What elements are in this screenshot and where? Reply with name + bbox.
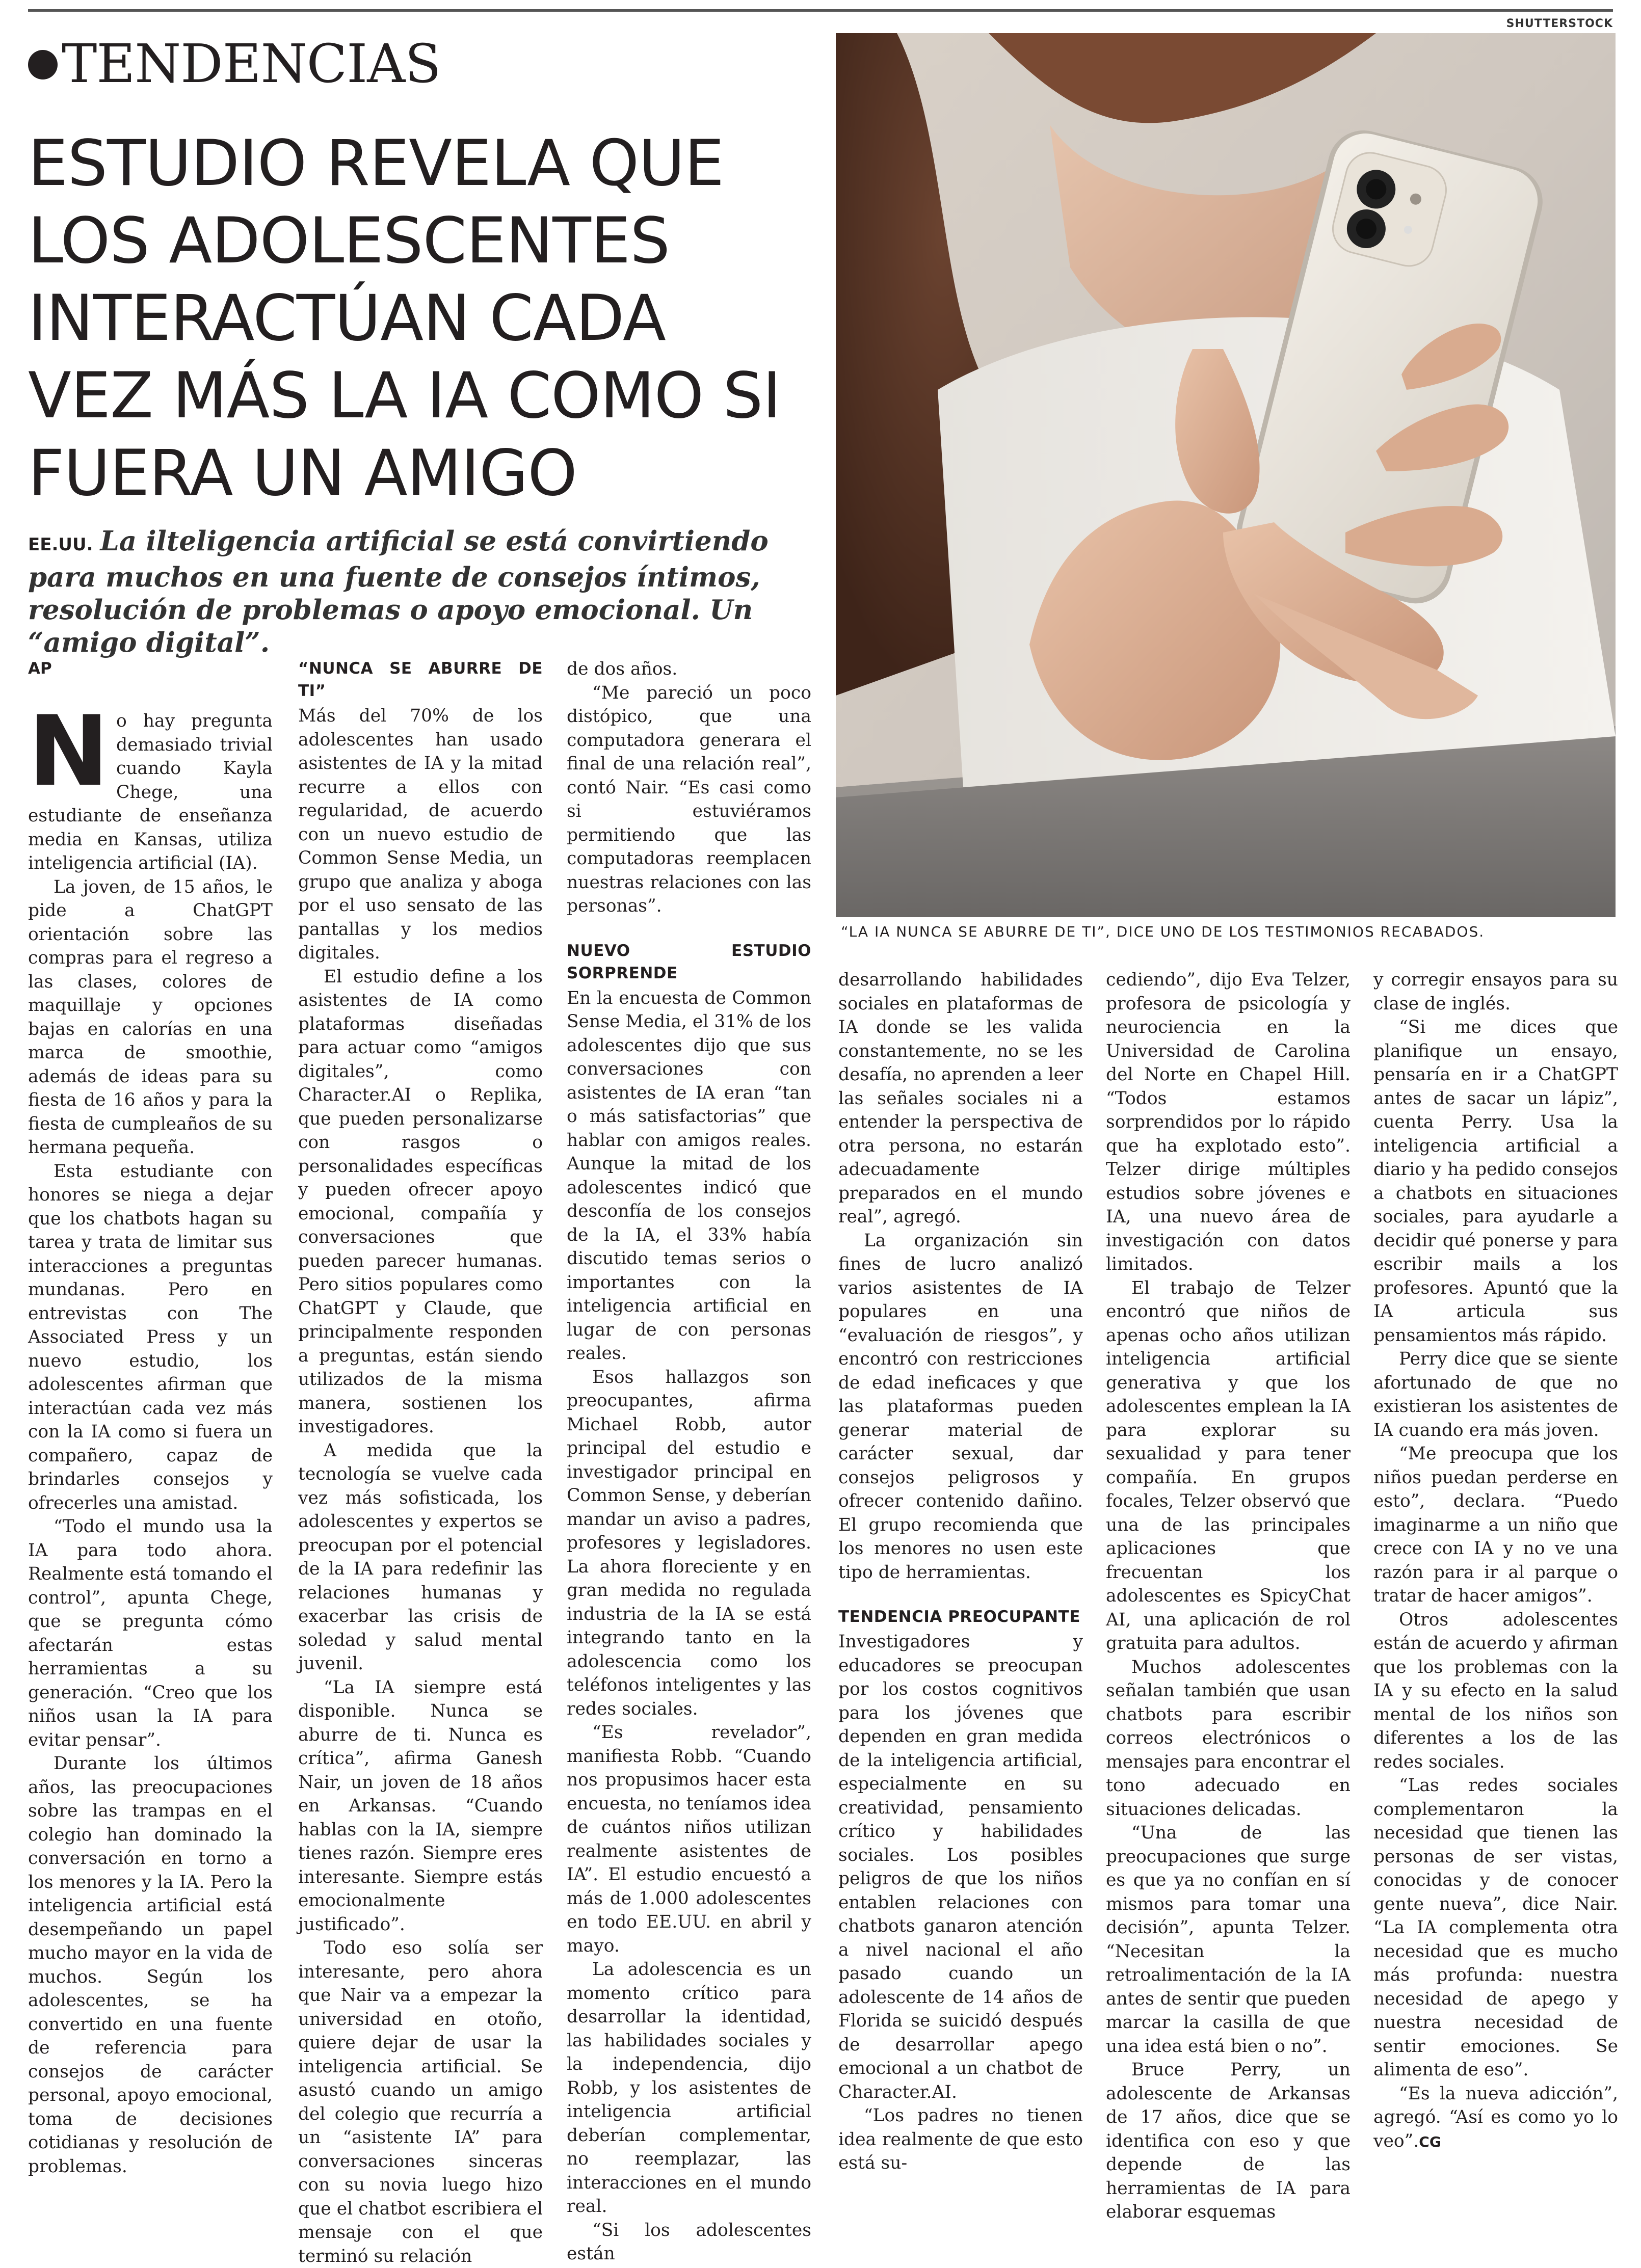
paragraph: “Las redes sociales complementaron la necesidad que tienen las personas de ser vistas, conocidas y de conocer gente nueva”, dice Nair. “La IA complementa otra necesidad que es mucho más profunda: nuestra necesidad de apego y nuestra necesidad de sentir emociones. Se alimenta de eso”. xyxy=(1373,1775,1618,2080)
paragraph: “Si los adolescentes están xyxy=(567,2220,811,2264)
article-column-4 xyxy=(838,968,1083,2175)
paragraph: A medida que la tecnología se vuelve cada vez más sofisticada, los adolescentes y expertos se preocupan por el potencial de la IA para redefinir las relaciones humanas y exacerbar las crisis de soledad y salud mental juvenil. xyxy=(298,1440,543,1674)
paragraph: y corregir ensayos para su clase de inglés. xyxy=(1373,970,1618,1014)
paragraph: “Una de las preocupaciones que surge es que ya no confían en sí mismos para tomar una decisión”, apunta Telzer. “Necesitan la retroalimentación de la IA antes de sentir que pueden marcar la casilla de que una idea está bien o no”. xyxy=(1106,1823,1351,2057)
paragraph: La organización sin fines de lucro analizó varios asistentes de IA populares en una “evaluación de riesgos”, y encontró con restricciones de edad ineficaces y que las plataformas pueden generar material de carácter sexual, dar consejos peligrosos y ofrecer contenido dañino. El grupo recomienda que los menores no usen este tipo de herramientas. xyxy=(838,1230,1083,1583)
article-column-1 xyxy=(28,657,273,2178)
byline: AP xyxy=(28,659,52,678)
paragraph: Bruce Perry, un adolescente de Arkansas de 17 años, dice que se identifica con eso y que depende de las herramientas de IA para elaborar esquemas xyxy=(1106,2060,1351,2222)
drop-cap: N xyxy=(28,695,110,808)
paragraph: Esta estudiante con honores se niega a dejar que los chatbots hagan su tarea y trata de limitar sus interacciones a preguntas mundanas. Pero en entrevistas con The Associated Press y un nuevo estudio, los adolescentes afirman que interactúan cada vez más con la IA como si fuera un compañero, capaz de brindarles consejos y ofrecerles una amistad. xyxy=(28,1161,273,1513)
paragraph: cediendo”, dijo Eva Telzer, profesora de psicología y neurociencia en la Universidad de Carolina del Norte en Chapel Hill. “Todos estamos sorprendidos por lo rápido que ha explotado esto”. Telzer dirige múltiples estudios sobre jóvenes e IA, una nuevo área de investigación con datos limitados. xyxy=(1106,970,1351,1274)
paragraph: Investigadores y educadores se preocupan por los costos cognitivos para los jóvenes que dependen en gran medida de la inteligencia artificial, especialmente en su creatividad, pensamiento crítico y habilidades sociales. Los posibles peligros de que los niños entablen relaciones con chatbots ganaron atención a nivel nacional el año pasado cuando un adolescente de 14 años de Florida se suicidó después de desarrollar apego emocional a un chatbot de Character.AI. xyxy=(838,1632,1083,2102)
headline xyxy=(28,125,823,512)
section-bullet-icon xyxy=(28,50,58,79)
top-rule xyxy=(28,9,1613,12)
paragraph: Otros adolescentes están de acuerdo y afirman que los problemas con la IA y su efecto en la salud mental de los niños son diferentes a los de las redes sociales. xyxy=(1373,1609,1618,1772)
headline-line: LOS ADOLESCENTES xyxy=(28,204,670,278)
paragraph: “Me preocupa que los niños puedan perderse en esto”, declara. “Puedo imaginarme a un niño que crece con IA y no ve una razón para ir al parque o tratar de hacer amigos”. xyxy=(1373,1444,1618,1606)
subhead-nunca-se-aburre: “NUNCA SE ABURRE DE TI” xyxy=(298,659,543,700)
paragraph: “Todo el mundo usa la IA para todo ahora. Realmente está tomando el control”, apunta Chege, que se pregunta cómo afectarán estas herramientas a su generación. “Creo que los niños usan la IA para evitar pensar”. xyxy=(28,1516,273,1750)
paragraph: o hay pregunta demasiado trivial cuando Kayla Chege, una estudiante de enseñanza media en Kansas, utiliza inteligencia artificial (IA). xyxy=(28,711,273,873)
headline-line: ESTUDIO REVELA QUE xyxy=(28,127,724,200)
paragraph: Durante los últimos años, las preocupaciones sobre las trampas en el colegio han dominado la conversación en torno a los menores y la IA. Pero la inteligencia artificial está desempeñando un papel mucho mayor en la vida de muchos. Según los adolescentes, se ha convertido en una fuente de referencia para consejos de carácter personal, apoyo emocional, toma de decisiones cotidianas y resolución de problemas. xyxy=(28,1753,273,2177)
paragraph: “Si me dices que planifique un ensayo, pensaría en ir a ChatGPT antes de sacar un lápiz”, cuenta Perry. Usa la inteligencia artificial a diario y ha pedido consejos a chatbots en situaciones sociales, para ayudarle a decidir qué ponerse y para escribir mails a los profesores. Apuntó que la IA articula sus pensamientos más rápido. xyxy=(1373,1017,1618,1346)
paragraph: Muchos adolescentes señalan también que usan chatbots para escribir correos electrónicos o mensajes para encontrar el tono adecuado en situaciones delicadas. xyxy=(1106,1657,1351,1820)
closing-paragraph xyxy=(1373,2082,1618,2154)
paragraph: El estudio define a los asistentes de IA como plataformas diseñadas para actuar como “amigos digitales”, como Character.AI o Replika, que pueden personalizarse con rasgos o personalidades específicas y pueden ofrecer apoyo emocional, compañía y conversaciones que pueden parecer humanas. Pero sitios populares como ChatGPT y Claude, que principalmente responden a preguntas, están siendo utilizados de la misma manera, sostienen los investigadores. xyxy=(298,966,543,1437)
paragraph: Perry dice que se siente afortunado de que no existieran los asistentes de IA cuando era más joven. xyxy=(1373,1349,1618,1440)
headline-line: INTERACTÚAN CADA xyxy=(28,282,666,355)
paragraph: “La IA siempre está disponible. Nunca se aburre de ti. Nunca es crítica”, afirma Ganesh Nair, un joven de 18 años en Arkansas. “Cuando hablas con la IA, siempre tienes razón. Siempre eres interesante. Siempre estás emocionalmente justificado”. xyxy=(298,1677,543,1935)
photo-hands-holding-phone xyxy=(836,33,1616,917)
photo-illustration xyxy=(836,33,1616,917)
paragraph: Esos hallazgos son preocupantes, afirma Michael Robb, autor principal del estudio e investigador principal en Common Sense, y deberían mandar un aviso a padres, profesores y legisladores. La ahora floreciente y en gran medida no regulada industria de la IA se está integrando tanto en la adolescencia como los teléfonos inteligentes y las redes sociales. xyxy=(567,1367,811,1719)
deck xyxy=(28,525,823,659)
paragraph: de dos años. xyxy=(567,659,678,679)
subhead-tendencia-preocupante: TENDENCIA PREOCUPANTE xyxy=(838,1608,1080,1626)
article-column-2 xyxy=(298,657,543,2268)
paragraph: En la encuesta de Common Sense Media, el 31% de los adolescentes dijo que sus conversaciones con asistentes de IA eran “tan o más satisfactorias” que hablar con amigos reales. Aunque la mitad de los adolescentes indicó que desconfía de los consejos de la IA, el 33% había discutido temas serios o importantes con la inteligencia artificial en lugar de con personas reales. xyxy=(567,988,811,1364)
end-mark: CG xyxy=(1419,2133,1441,2150)
subhead-nuevo-estudio: NUEVO ESTUDIO SORPRENDE xyxy=(567,941,811,982)
headline-line: VEZ MÁS LA IA COMO SI xyxy=(28,359,781,433)
paragraph: “Los padres no tienen idea realmente de que esto está su- xyxy=(838,2105,1083,2173)
paragraph: El trabajo de Telzer encontró que niños de apenas ocho años utilizan inteligencia artificial generativa y que los adolescentes emplean la IA para explorar su sexualidad y para tener compañía. En grupos focales, Telzer observó que una de las principales aplicaciones que frecuentan los adolescentes es SpicyChat AI, una aplicación de rol gratuita para adultos. xyxy=(1106,1277,1351,1653)
closing-text: “Es la nueva adicción”, agregó. “Así es como yo lo veo”. xyxy=(1373,2083,1618,2151)
section-header xyxy=(28,31,792,97)
paragraph: “Me pareció un poco distópico, que una computadora generara el final de una relación real”, contó Nair. “Es casi como si estuviéramos permitiendo que las computadoras reemplacen nuestras relaciones con las personas”. xyxy=(567,682,811,916)
paragraph: Todo eso solía ser interesante, pero ahora que Nair va a empezar la universidad en otoño, quiere dejar de usar la inteligencia artificial. Se asustó cuando un amigo del colegio que recurría a un “asistente IA” para conversaciones sinceras con su novia luego hizo que el chatbot escribiera el mensaje con el que terminó su relación xyxy=(298,1938,543,2266)
paragraph: desarrollando habilidades sociales en plataformas de IA donde se les valida constantemente, no se les desafía, no aprenden a leer las señales sociales ni a entender la perspectiva de otra persona, no estarán adecuadamente preparados en el mundo real”, agregó. xyxy=(838,970,1083,1227)
section-label: TENDENCIAS xyxy=(62,33,441,95)
photo-caption: “LA IA NUNCA SE ABURRE DE TI”, DICE UNO DE LOS TESTIMONIOS RECABADOS. xyxy=(841,923,1485,940)
headline-line: FUERA UN AMIGO xyxy=(28,437,577,510)
paragraph: Más del 70% de los adolescentes han usado asistentes de IA y la mitad recurre a ellos con regularidad, de acuerdo con un nuevo estudio de Common Sense Media, un grupo que analiza y aboga por el uso sensato de las pantallas y los medios digitales. xyxy=(298,706,543,963)
deck-location-tag: EE.UU. xyxy=(28,535,93,555)
article-column-5 xyxy=(1106,968,1351,2224)
article-column-3 xyxy=(567,657,811,2266)
paragraph: La adolescencia es un momento crítico para desarrollar la identidad, las habilidades sociales y la independencia, dijo Robb, y los asistentes de inteligencia artificial deberían complementar, no reemplazar, las interacciones en el mundo real. xyxy=(567,1959,811,2217)
deck-text: La ilteligencia artificial se está convirtiendo para muchos en una fuente de consejos íntimos, resolución de problemas o apoyo emocional. Un “amigo digital”. xyxy=(28,525,769,658)
article-column-6 xyxy=(1373,968,1618,2154)
photo-credit: SHUTTERSTOCK xyxy=(1506,17,1613,30)
paragraph: “Es revelador”, manifiesta Robb. “Cuando nos propusimos hacer esta encuesta, no teníamos idea de cuántos niños utilizan realmente asistentes de IA”. El estudio encuestó a más de 1.000 adolescentes en todo EE.UU. en abril y mayo. xyxy=(567,1722,811,1956)
paragraph: La joven, de 15 años, le pide a ChatGPT orientación sobre las compras para el regreso a las clases, colores de maquillaje y opciones bajas en calorías en una marca de smoothie, además de ideas para su fiesta de 16 años y para la fiesta de cumpleaños de su hermana pequeña. xyxy=(28,876,273,1158)
